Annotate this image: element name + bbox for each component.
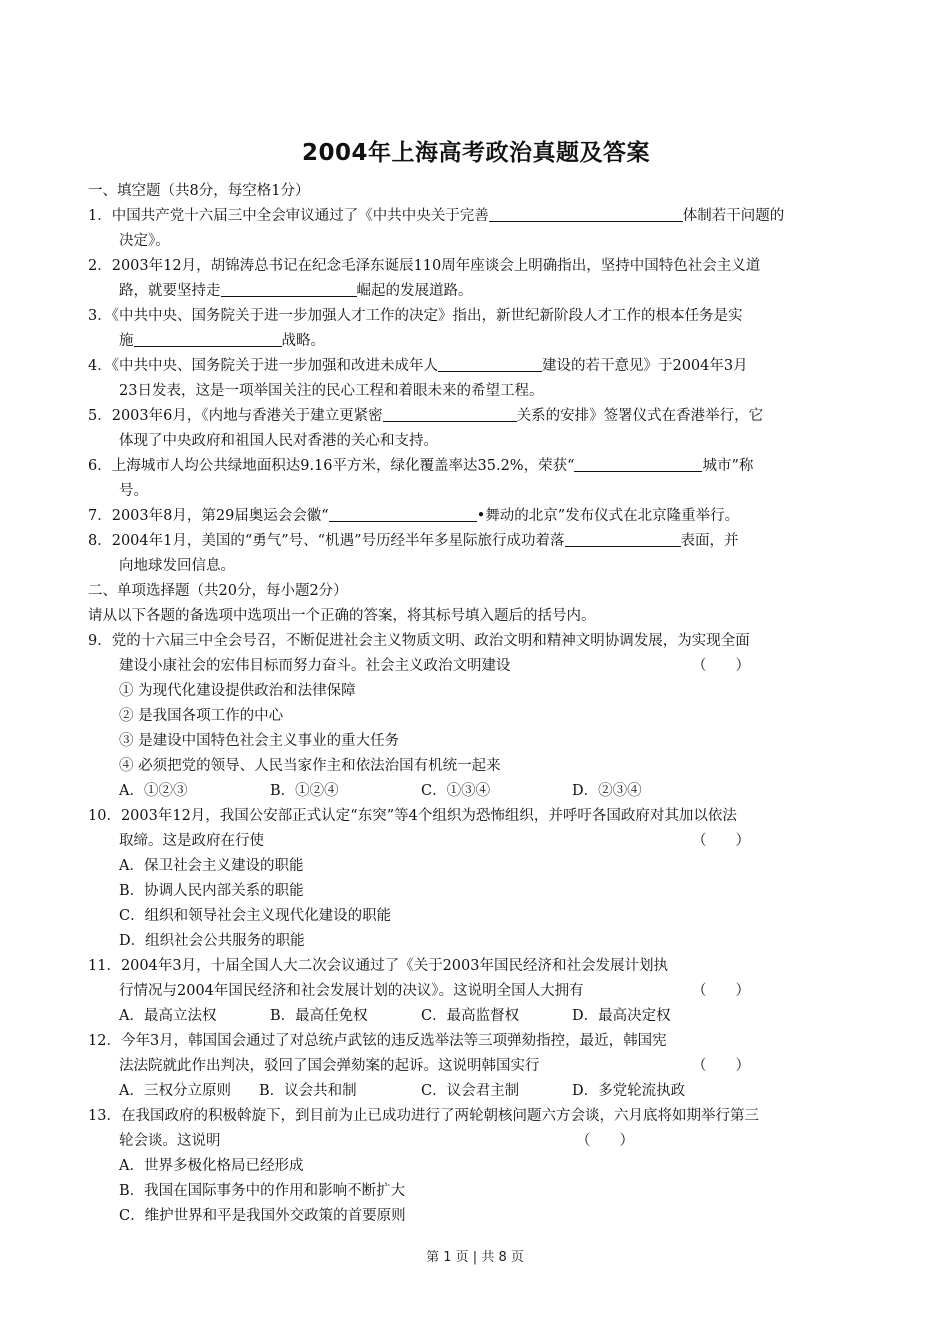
choice-c[interactable]: C．①③④ [421, 783, 491, 799]
choice-d[interactable]: D．多党轮流执政 [572, 1083, 686, 1099]
choice-a[interactable]: A．①②③ [119, 783, 188, 799]
statement-item: ① 为现代化建设提供政治和法律保障 [119, 683, 356, 699]
choice-a[interactable]: A．保卫社会主义建设的职能 [119, 858, 304, 874]
section-2-instructions: 请从以下各题的备选项中选项出一个正确的答案，将其标号填入题后的括号内。 [88, 608, 596, 624]
choice-a[interactable]: A．最高立法权 [119, 1008, 217, 1024]
answer-parentheses[interactable]: （ ） [692, 658, 750, 674]
answer-blank[interactable] [329, 506, 477, 522]
answer-parentheses[interactable]: （ ） [576, 1133, 634, 1149]
page-title: 2004年上海高考政治真题及答案 [301, 140, 650, 166]
choice-c[interactable]: C．维护世界和平是我国外交政策的首要原则 [119, 1208, 406, 1224]
choice-b[interactable]: B．①②④ [270, 783, 339, 799]
choice-d[interactable]: D．最高决定权 [572, 1008, 671, 1024]
question-4: 4．《中共中央、国务院关于进一步加强和改进未成年人 建设的若干意见》于2004年3月 23日发表，这是一项举国关注的民心工程和着眼未来的希望工程。 [88, 358, 748, 399]
choice-a[interactable]: A．世界多极化格局已经形成 [119, 1158, 304, 1174]
page-footer: 第 1 页 | 共 8 页 [426, 1250, 524, 1265]
choice-d[interactable]: D．②③④ [572, 783, 642, 799]
choice-row [88, 1079, 864, 1104]
question-5: 5．2003年6月，《内地与香港关于建立更紧密 关系的安排》签署仪式在香港举行，它 体现了中央政府和祖国人民对香港的关心和支持。 [88, 408, 764, 449]
question-2: 2．2003年12月，胡锦涛总书记在纪念毛泽东诞辰110周年座谈会上明确指出，坚持中国特色社会主义道 路，就要坚持走 崛起的发展道路。 [88, 258, 761, 299]
answer-blank[interactable] [383, 406, 517, 422]
choice-row [88, 1004, 864, 1029]
answer-parentheses[interactable]: （ ） [692, 833, 750, 849]
answer-blank[interactable] [574, 456, 702, 472]
statement-item: ② 是我国各项工作的中心 [119, 708, 284, 724]
question-9: 9．党的十六届三中全会号召，不断促进社会主义物质文明、政治文明和精神文明协调发展，为实现全面 建设小康社会的宏伟目标而努力奋斗。社会主义政治文明建设 （ ） ① 为现代化建设提供政治和法律保障 ② 是我国各项工作的中心 ③ 是建设中国特色社会主义事业的重大任务 ④ 必须把党的领导、人民当家作主和依法治国有机统一起来 A．①②③ B．①②④ C．①③④ D．②③④ [88, 629, 864, 804]
answer-blank[interactable] [134, 331, 282, 347]
choice-b[interactable]: B．议会共和制 [259, 1083, 357, 1099]
choice-b[interactable]: B．最高任免权 [270, 1008, 368, 1024]
question-8: 8．2004年1月，美国的“勇气”号、“机遇”号历经半年多星际旅行成功着落 表面，并 向地球发回信息。 [88, 533, 739, 574]
answer-parentheses[interactable]: （ ） [692, 983, 750, 999]
question-11: 11．2004年3月，十届全国人大二次会议通过了《关于2003年国民经济和社会发展计划执 行情况与2004年国民经济和社会发展计划的决议》。这说明全国人大拥有 （ ） A．最高立法权 B．最高任免权 C．最高监督权 D．最高决定权 [88, 954, 864, 1029]
answer-parentheses[interactable]: （ ） [692, 1058, 750, 1074]
choice-a[interactable]: A．三权分立原则 [119, 1083, 231, 1099]
question-6: 6．上海城市人均公共绿地面积达9.16平方米，绿化覆盖率达35.2%，荣获“ 城市”称 号。 [88, 458, 754, 499]
choice-c[interactable]: C．议会君主制 [421, 1083, 520, 1099]
page-content [88, 134, 864, 1229]
answer-blank[interactable] [565, 531, 681, 547]
choice-row [88, 779, 864, 804]
choice-c[interactable]: C．组织和领导社会主义现代化建设的职能 [119, 908, 392, 924]
question-13: 13．在我国政府的积极斡旋下，到目前为止已成功进行了两轮朝核问题六方会谈，六月底将如期举行第三 轮会谈。这说明 （ ） A．世界多极化格局已经形成 B．我国在国际事务中的作用和影响不断扩大 C．维护世界和平是我国外交政策的首要原则 [88, 1104, 864, 1229]
choice-b[interactable]: B．我国在国际事务中的作用和影响不断扩大 [119, 1183, 406, 1199]
section-2-heading: 二、单项选择题（共20分，每小题2分） [88, 583, 348, 599]
section-1-heading: 一、填空题（共8分，每空格1分） [88, 183, 310, 199]
question-10: 10．2003年12月，我国公安部正式认定“东突”等4个组织为恐怖组织，并呼吁各国政府对其加以依法 取缔。这是政府在行使 （ ） A．保卫社会主义建设的职能 B．协调人民内部关系的职能 C．组织和领导社会主义现代化建设的职能 D．组织社会公共服务的职能 [88, 804, 864, 954]
question-12: 12．今年3月，韩国国会通过了对总统卢武铉的违反选举法等三项弹劾指控，最近，韩国宪 法法院就此作出判决，驳回了国会弹劾案的起诉。这说明韩国实行 （ ） A．三权分立原则 B．议会共和制 C．议会君主制 D．多党轮流执政 [88, 1029, 864, 1104]
answer-blank[interactable] [221, 281, 357, 297]
statement-item: ③ 是建设中国特色社会主义事业的重大任务 [119, 733, 400, 749]
choice-b[interactable]: B．协调人民内部关系的职能 [119, 883, 304, 899]
question-3: 3．《中共中央、国务院关于进一步加强人才工作的决定》指出，新世纪新阶段人才工作的根本任务是实 施 战略。 [88, 308, 743, 349]
choice-c[interactable]: C．最高监督权 [421, 1008, 520, 1024]
choice-d[interactable]: D．组织社会公共服务的职能 [119, 933, 305, 949]
question-7: 7．2003年8月，第29届奥运会会徽“ •舞动的北京”发布仪式在北京隆重举行。 [88, 508, 740, 524]
answer-blank[interactable] [489, 206, 683, 222]
statement-item: ④ 必须把党的领导、人民当家作主和依法治国有机统一起来 [119, 758, 501, 774]
answer-blank[interactable] [438, 356, 542, 372]
question-1: 1．中国共产党十六届三中全会审议通过了《中共中央关于完善 体制若干问题的 决定》。 [88, 208, 785, 249]
